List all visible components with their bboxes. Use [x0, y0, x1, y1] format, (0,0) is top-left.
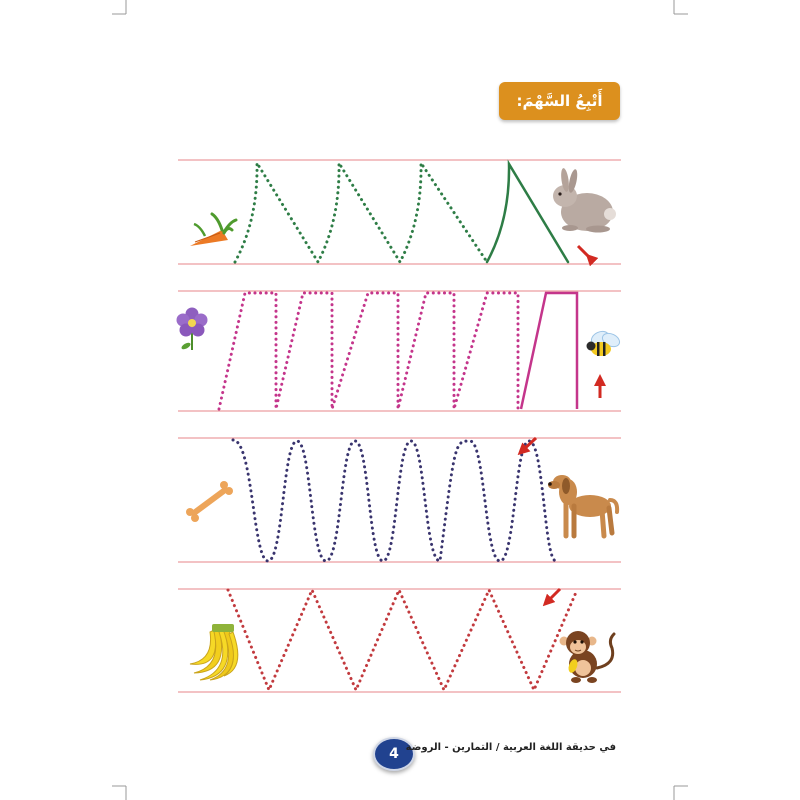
down-left-arrow: [547, 589, 560, 602]
row1-solid-path: [487, 164, 568, 262]
down-left-arrow: [522, 438, 536, 451]
row2-solid-path: [521, 293, 577, 409]
row3-dotted-path: [233, 440, 556, 561]
row2-dotted-path: [219, 293, 518, 409]
book-title: في حديقة اللغة العربية / التمارين - الروضة: [405, 742, 616, 753]
row1-dotted-path: [235, 163, 487, 262]
rabbit-icon: [553, 168, 616, 233]
instruction-banner: [499, 82, 620, 120]
monkey-icon: [560, 631, 615, 683]
bananas-icon: [190, 624, 238, 680]
instruction-text: أَتْبِعُ السَّهْمَ:: [516, 92, 603, 110]
row4-trace: [228, 589, 577, 690]
row2-trace: [219, 293, 600, 409]
row3-trace: [233, 438, 556, 561]
up-right-arrow: [578, 246, 590, 258]
dog-icon: [548, 475, 617, 536]
row4-dotted-path: [228, 590, 577, 690]
carrot-icon: [190, 214, 236, 246]
page-number: 4: [389, 746, 399, 762]
bone-icon: [186, 481, 233, 522]
row1-trace: [235, 163, 590, 262]
bee-icon: [587, 329, 622, 356]
flower-icon: [177, 308, 208, 351]
